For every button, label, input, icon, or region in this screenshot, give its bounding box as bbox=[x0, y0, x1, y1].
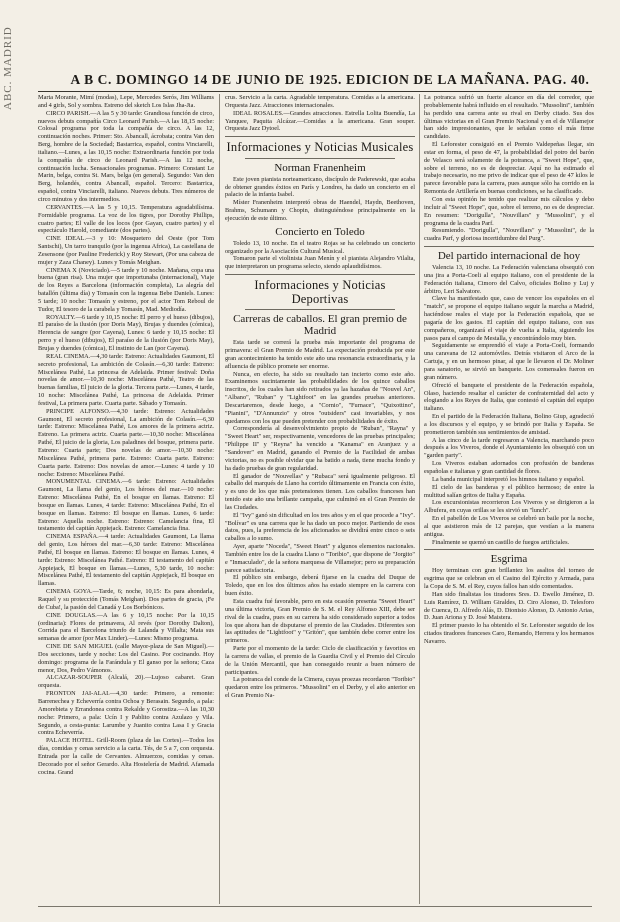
article-paragraph: En el pabellón de Los Viveros se celebró un baile por la noche, al que asistieron más de 12 parejas, que vestían a la manera antigua. bbox=[424, 515, 594, 538]
header-rule bbox=[38, 91, 592, 92]
subheading-partido: Del partido internacional de hoy bbox=[437, 250, 581, 263]
section-rule bbox=[225, 136, 415, 137]
article-paragraph: CERVANTES.—A las 5 y 10,15. Temperatura agradabilísima. Formidable programa. La voz de los tigres, por Dorothy Phillips, cuatro partes; El valle de los locos (por Gayan, cuatro partes) y el espectáculo Harold, comediante (dos partes). bbox=[38, 203, 214, 235]
article-paragraph: Esta cuadra fué favorable, pero en esta ocasión presenta "Sweet Heart" una última victoria, Gran Premio de S. M. el Rey Alfonso XIII, debe ser rival de la cuadra, pues en su carrera ha sido considerado superior a todos los que ahora han de disputarse el premio de las Ciudades. Diferentes son las aptitudes de "Lightfoot" y "Gritón", que también debe correr entre los primeros. bbox=[225, 598, 415, 645]
article-paragraph: MONUMENTAL CINEMA.—6 tarde: Estreno: Actualidades Gaumont, La llama del genio, Los héroes del mar.—10 noche: Estreno: Miscelánea Pathé, En el bosque en llamas. Estreno: El bosque en llamas. Lunes, 4 tarde: Estreno: Miscelánea Pathé, En el bosque en llamas. Estreno: El bosque en llamas. Lunes, 6 tarde: Estreno: Aquella noche. Estreno: Estreno: Camelancia fina, El testamento del capitán Appiejack. Estreno: Camelancia fina. bbox=[38, 478, 214, 533]
article-paragraph: El cielo de las banderas y el público hermoso; de entre la multitud salían gritos de Italia y España. bbox=[424, 483, 594, 499]
article-paragraph: Esta tarde se correrá la prueba más importante del programa de primavera: el Gran Premio de Madrid. La expectación producida por este gran acontecimiento ha tenido este año una resonancia extraordinaria, y la afluencia de público promete ser enorme. bbox=[225, 339, 415, 370]
article-paragraph: Seguidamente se emprendió el viaje a Porta-Coeli, formando una caravana de 12 automóviles. Detrás visitaron el Arco de la Cartuja, y en un hermoso pinar, al que le llevaron el Dr. Moliner para sanatorio, se sirvió un banquete. Los comensales fueron en gran número. bbox=[424, 342, 594, 381]
article-paragraph: Los Viveros estaban adornados con profusión de banderas españolas e italianas y gran cantidad de flores. bbox=[424, 460, 594, 475]
article-paragraph: Parte por el momento de la tarde: Ciclo de clasificación y favoritos en la carrera de vallas, el premio de la Guardia Civil y el Premio del Círculo de la Unión Mercantil, que han conseguido reunir a buen número de participantes. bbox=[225, 645, 415, 676]
article-paragraph: A las cinco de la tarde regresaron a Valencia, marchando poco después a los Viveros, donde el Ayuntamiento les obsequió con un "garden party". bbox=[424, 436, 594, 460]
article-paragraph: CINE DE SAN MIGUEL (calle Mayor-plaza de San Miguel).—Dos secciones, tarde y noche: Los del Casino. Por cocinando. Hoy domingo: programa de la Farándula y El ganso por la señora; Caza menor, Dos, Pedro Vámonos. bbox=[38, 643, 214, 674]
article-paragraph: Con esta opinión he tenido que realizar mis cálculos y debo incluir al "Sweet Hope", que, sobre el terreno, no es de despreciar. En resumen: "Dorigulla", "Nouvillars" y "Mussolini", y el programa de la cuadra Parf. bbox=[424, 195, 594, 227]
article-paragraph: En el partido de la Federación Italiana, Bolino Giup, agradeció a los discursos y el equipo, y se brindó por Italia y España. Se prometieron también sus sentimientos de amistad. bbox=[424, 413, 594, 436]
article-paragraph: Resumiendo. "Dorigulla", "Nouvillars" y "Mussolini", de la cuadra Parf, y gloriosa incertidumbre del Purg". bbox=[424, 227, 594, 243]
article-paragraph: CINEMA ESPAÑA.—4 tarde: Actualidades Gaumont, La llama del genio, Los héroes del mar.—6,30 tarde: Estreno: Miscelánea Pathé, El bosque en llamas. Estreno: El bosque en llamas. Lunes, 4 tarde: Estreno: Miscelánea Pathé. Estreno: El testamento del capitán Appiejack, El bosque en llamas.—Lunes, 5,30 tarde, 10 noche: Miscelánea Pathé, El testamento del capitán Appiejack, El bosque en llamas. bbox=[38, 533, 214, 588]
article-paragraph: FRONTON JAI-ALAI.—4,30 tarde: Primero, a remonte: Barrenechea y Echeverría contra Ochoa y Berasain. Segundo, a pala: Amorebieta y Errandonea contra Rekalde y Gorostiza.—A las 10,30 noche: Primero, a pala: Ucín I y Pablito contra Azulazo y Vila. Segundo, a cesta-punta: Larumbe y Juanito contra Lasa I y Gracia contra Echeverría. bbox=[38, 690, 214, 737]
section-rule bbox=[424, 549, 594, 550]
article-paragraph: El público sin embargo, deberá fijarse en la cuadra del Duque de Toledo, que en los dos últimos años ha estado siempre en la carrera con buen éxito. bbox=[225, 574, 415, 598]
column-3 bbox=[424, 94, 594, 904]
article-paragraph: REAL CINEMA.—4,30 tarde: Estreno: Actualidades Gaumont, El secreto profesional, La ambición de Colasín.—6,30 tarde: Estreno: Miscelánea Pathé, La princesa de Adelaida. Primer festival: Doña novelas de amor.—10,30 noche: Miscelánea Pathé, Teatro de las buenas familias, El juicio de la gloria. Tercera parte.—Lunes, 4 tarde, 10 noche: Miscelánea Pathé, La princesa de Adelaida. Primer festival, La primera parte. Cuarta parte. Sábado y Tomasín. bbox=[38, 352, 214, 407]
article-paragraph: Correspondería al desenvolvimiento propio de "Ruban", "Rayna" y "Sweet Heart" ser, respectivamente, vencedores de las pruebas principales; "Philippe II" y "Reyna" ha vencido a "Kanama" en Aranjuez y a "Sandover" en Madrid, ganando el Premio de la Facilidad de ambas victorias, no es posible olvidar que ha batido a nada, tiene mucha fondo y ha dado pruebas de gran regularidad. bbox=[225, 425, 415, 472]
article-paragraph: Míster Franenheim interpretó obras de Haendel, Haydn, Beethoven, Brahms, Schumann y Chopin, distinguiéndose principalmente en la ejecución de este último. bbox=[225, 199, 415, 222]
page-header: A B C. DOMINGO 14 DE JUNIO DE 1925. EDICION DE LA MAÑANA. PAG. 40. bbox=[70, 72, 590, 87]
article-paragraph: CIRCO PARISH.—A las 5 y 30 tarde: Grandiosa función de circo, nuevos debuts compañía Circo Leonard Parish.—A las 18,15 noche: Colosal programa por toda la compañía de circo. A las 12, continuación noches. Primer: Sto. Abancall, ácrobata; contra Van den Berg, hombre de la Sociedad; Bastarrica, español, contra Vinciarelli, italiano.—Lunes, a las 10,15 noche: Extraordinaria función por toda la compañía de circo de Leonard Parish.—A las 12 noche, continuación lucha. Sensacionales programas. Primero: Constant Le Marin, belga, contra St. Mars, belga (en general). Segundo: Van den Berg, holandés, contra Abancall, español. Tercero: Bastarrica, español, contra Vinciarelli, italiano. Nuevos debuts. Tres números de circo minutos y dos intermedios. bbox=[38, 109, 214, 203]
article-paragraph: Hoy terminan con gran brillantez los asaltos del torneo de esgrima que se celebran en el Casino del Ejército y Armada, para la Copa de S. M. el Rey, cuyos fallos han sido comentados. bbox=[424, 567, 594, 591]
article-paragraph: ALCAZAR-SOUPER (Alcalá, 20).—Lujoso cabaret. Gran orquesta. bbox=[38, 674, 214, 690]
section-rule bbox=[245, 158, 395, 159]
column-divider bbox=[219, 94, 220, 904]
article-paragraph: Nunca, en efecto, ha sido su resultado tan incierto como este año. Examinemos sucintamente las probabilidades de los quince caballos inscritos, de los cuales han sido retirados ya las hazañas de "Nouvel An", "Albano", "Ruban" y "Lightfoot" en las grandes pruebas anteriores. Descartaremos, desde luego, a "Cornio", "Furnace", "Quixottino", "Pianini", "D'Annunzio" y otros "outsiders" casi invariables, y nos quedamos con los que pueden pretender con probabilidades de éxito. bbox=[225, 370, 415, 425]
article-paragraph: IDEAL ROSALES.—Grandes atracciones. Estrella Lolita Buendía, La Yanquee, Paquita Alcázar.—Comidas a la americana. Gran souper. Orquesta Jazz Dytoel. bbox=[225, 109, 415, 133]
article-paragraph: Este joven pianista norteamericano, discípulo de Paderewski, que acaba de obtener grandes éxitos en París y Londres, ha dado un concierto en el palacio de la infanta Isabel. bbox=[225, 175, 415, 199]
article-paragraph: El primer puesto lo ha obtenido el Sr. Leforester seguido de los citados tiradores franceses Caro, Remando, Herrera y los hermanos Navarro. bbox=[424, 622, 594, 645]
column-divider bbox=[419, 94, 420, 904]
column-2 bbox=[225, 94, 415, 904]
section-heading-music: Informaciones y Noticias Musicales bbox=[226, 140, 414, 155]
article-paragraph: CINE DOUGLAS.—A las 6 y 10,15 noche: Por la 10,15 (ordinaria): Flores de primavera, Al revés (por Dorothy Dalton), Corrida para el Barcelona triunfo de Lalanda y Villalta; Mata sus semanas de amor (por Max Linder).—Lunes: Mismo programa. bbox=[38, 611, 214, 643]
article-paragraph: Marta Morante, Mimí (modas), Lepe, Mercedes Serós, Jim Williams and 4 girls, Sol y sombra. Estreno del sketch Los Islas Jha-Jia. bbox=[38, 94, 214, 109]
article-paragraph: El ganador de "Nouvellas" y "Rubaca" será igualmente peligroso. El caballo del marqués de Llano ha corrido últimamente en Francia con éxito, y es uno de los que más pretensiones tienen. Los caballos franceses han tenido este año una brillante campaña, que culminó en el Gran Premio de las Ciudades. bbox=[225, 472, 415, 511]
section-rule bbox=[225, 274, 415, 275]
column-1 bbox=[38, 94, 214, 904]
section-rule bbox=[424, 246, 594, 247]
subheading-toledo: Concierto en Toledo bbox=[275, 225, 365, 238]
subheading-carreras: Carreras de caballos. El gran premio de Madrid bbox=[233, 313, 407, 338]
side-watermark: ABC. MADRID bbox=[2, 26, 14, 110]
section-rule bbox=[245, 309, 395, 310]
article-paragraph: La potranca sufrió un fuerte alcance en día del corredor, que probablemente habrá influido en el resultado. "Mussolini", también ha perdido una carrera ante su rival en Derby citado. Sus dos últimas victorias en el Gran Premio Nacional y en el de Villamejor han sido impresionantes, que le señalan como el más firme candidato. bbox=[424, 94, 594, 141]
subheading-esgrima: Esgrima bbox=[490, 553, 528, 566]
article-paragraph: CINEMA X (Noviciado).—5 tarde y 10 noche. Mañana, copa una buena (gran risa). Una mujer que importunaba (internacional), Viaje de los Reyes a Barcelona (información completa), La alegría del batallón (última día) y Tomasín con la ingenua Bebe Daniels. Lunes: 5 tarde; 10 noche: Tomasín y estreno, por el actor Tom Reboul de Tudor, El tesoro de la carabela y Tomasín, Mad. Mediodía. bbox=[38, 266, 214, 313]
subheading-franenheim: Norman Franenheim bbox=[274, 161, 366, 174]
article-paragraph: PRINCIPE ALFONSO.—4,30 tarde: Estreno: Actualidades Gaumont, El secreto profesional, La ambición de Colasín.—6,30 tarde: Estreno: Miscelánea Pathé, Los amores de la primera actriz. Estreno. La primera actriz. Cuarta parte.—10,30 noche: Miscelánea Pathé, El juicio de la gloria, Los paladines del bosque, primera parte. Estreno: Cuarta parte; Dos novelas de amor.—10,30 noche: Miscelánea Pathé, primera parte. Estreno: Cuarta parte. Estreno: Cuarta parte. Estreno: Dos novelas de amor.—Lunes: 4 tarde y 10 noche: Estreno: Miscelánea Pathé. bbox=[38, 407, 214, 478]
article-paragraph: Han sido finalistas los tiradores Sres. D. Ewello Jiménez, D. Luis Ramírez, D. William Giraldes, D. Ciro Alonso, D. Telesforo de Cuenca, D. Alfredo Alás, D. Dionisio Alonso, D. Antonio Arias, D. Juan Ariona y D. José Maistera. bbox=[424, 590, 594, 622]
footer-rule bbox=[38, 906, 592, 907]
article-paragraph: Valencia 13, 10 noche. La Federación valenciana obsequió con una jira a Porta-Coeli al equipo italiano, con el presidente de la Federación italiana, Cimoro del Calvo, oficiales Bolino y Luj y árbitro, Leri Salvatore. bbox=[424, 264, 594, 295]
article-paragraph: CINE IDEAL.—3 y 10: Mosquetero del Oeste (por Tom Santschi), Un tarro tranquilo (por la ingenua Africa), La castellana de Zesensone (por Pauline Frederick) y Roy Stewart, (Por una cabeza de mujer y Zaza Chaney). Lunes y Tomás Meighan. bbox=[38, 235, 214, 266]
article-paragraph: El "Ivy" ganó sin dificultad en los tres años y en el que procede a "Ivy". "Bolívar" es una carrera que le ha dado un poco mejor. Partiendo de esos datos, pues, la preferencia de los aficionados se dividirá entre cinco o seis caballos a lo sumo. bbox=[225, 511, 415, 543]
article-paragraph: CINEMA GOYA.—Tarde, 6; noche, 10,15: Es para ahondarla, Raquel y su protección (Tomás Meighan). Dos partes de gracia, ¡Fe de Cuba!, la pasión del Canadá y Los Borbónicos. bbox=[38, 588, 214, 611]
article-paragraph: El Leforester consiguió en el Premio Valdepeñas llegar, sin estar en forma, el peso de 47, la probabilidad del potro del barón de Velasco será solamente de la potranca, a "Sweet Hope", que, sobre el terreno, no es de despreciar. Aquí no ha estimado el trabajo necesario, no me privo de indicar que el peso de 47 kilos le parece favorable para la carrera, pues aunque sólo ha corrido en la Remonta de Artillería en buenas condiciones, se ha clasificado. bbox=[424, 141, 594, 196]
article-paragraph: La banda municipal interpretó los himnos italiano y español. bbox=[432, 475, 585, 483]
article-paragraph: Ofreció el banquete el presidente de la Federación española, Olaso, haciendo resaltar el carácter de confraternidad del acto y elogiando a los Reyes de Italia, que contestó el capitán del equipo italiano. bbox=[424, 381, 594, 413]
article-paragraph: La potranca del conde de la Cimera, cuyas proezas recordaron "Toribio" quedaron entre los primeros. "Mussolini" en el Derby, y el año anterior en el Gran Premio Na- bbox=[225, 676, 415, 700]
article-paragraph: Ayer, aparte "Noceda", "Sweet Heart" y algunos elementos nacionales. También entre los de la cuadra Llano o "Toribio", que dispone de "Jorgito" e "Inmaculado", de la señora marquesa de Villamejor; pero su preparación parece satisfactoria. bbox=[225, 543, 415, 574]
article-paragraph: Finalmente se quemó un castillo de fuegos artificiales. bbox=[432, 538, 570, 546]
article-paragraph: Los excursionistas recorrieron Los Viveros y se dirigieron a la Albufera, en cuyas orillas se les sirvió un "lunch". bbox=[424, 499, 594, 515]
article-paragraph: crus. Servicio a la carta. Agradable temperatura. Comidas a la americana. Orquesta Jazz. Atracciones internacionales. bbox=[225, 94, 415, 109]
section-heading-sports: Informaciones y Noticias Deportivas bbox=[254, 278, 386, 306]
article-paragraph: PALACE HOTEL. Grill-Room (plaza de las Cortes).—Todos los días, comidas y cenas servicio a la carta. Tés, de 5 a 7, con orquesta. Entrada por la calle de Cervantes. Almuerzos, comidas y cenas. Decorado por el señor Gerardo. Alta Hostelería de Madrid. Afamada cocina. Grand bbox=[38, 737, 214, 776]
article-paragraph: Tomaron parte el violinista Juan Menín y el pianista Alejandro Vilalta, que interpretaron un programa selecto, siendo aplaudidísimos. bbox=[225, 255, 415, 271]
article-paragraph: Toledo 13, 10 noche. En el teatro Rojas se ha celebrado un concierto organizado por la Asociación Cultural Musical. bbox=[225, 239, 415, 255]
article-paragraph: Clave ha manifestado que, caso de vencer los españoles en el "match", se propone el equipo italiano seguir la marcha a Madrid, haciéndose reales el viaje por la Federación española, que se pagaría de los gastos. El capitán del equipo italiano, con sus compañeros, organizará el viaje de vuelta a Italia, siguiendo los pasos para el campo de Mestalla, y encontrándolo muy bien. bbox=[424, 295, 594, 342]
article-paragraph: ROYALTY.—6 tarde y 10,15 noche: El perro y el hueso (dibujos), El paraíso de la ilusión (por Doris May), Brujas y duendes (cómica), Herencia de sangre (por Cayena), Lunes: 6 tarde y 10,15 noche: El perro y el hueso (dibujos), El paraíso de la ilusión (por Doris May), Brujas y duendes (cómica), El instinto de Lan (por Cayena). bbox=[38, 313, 214, 352]
